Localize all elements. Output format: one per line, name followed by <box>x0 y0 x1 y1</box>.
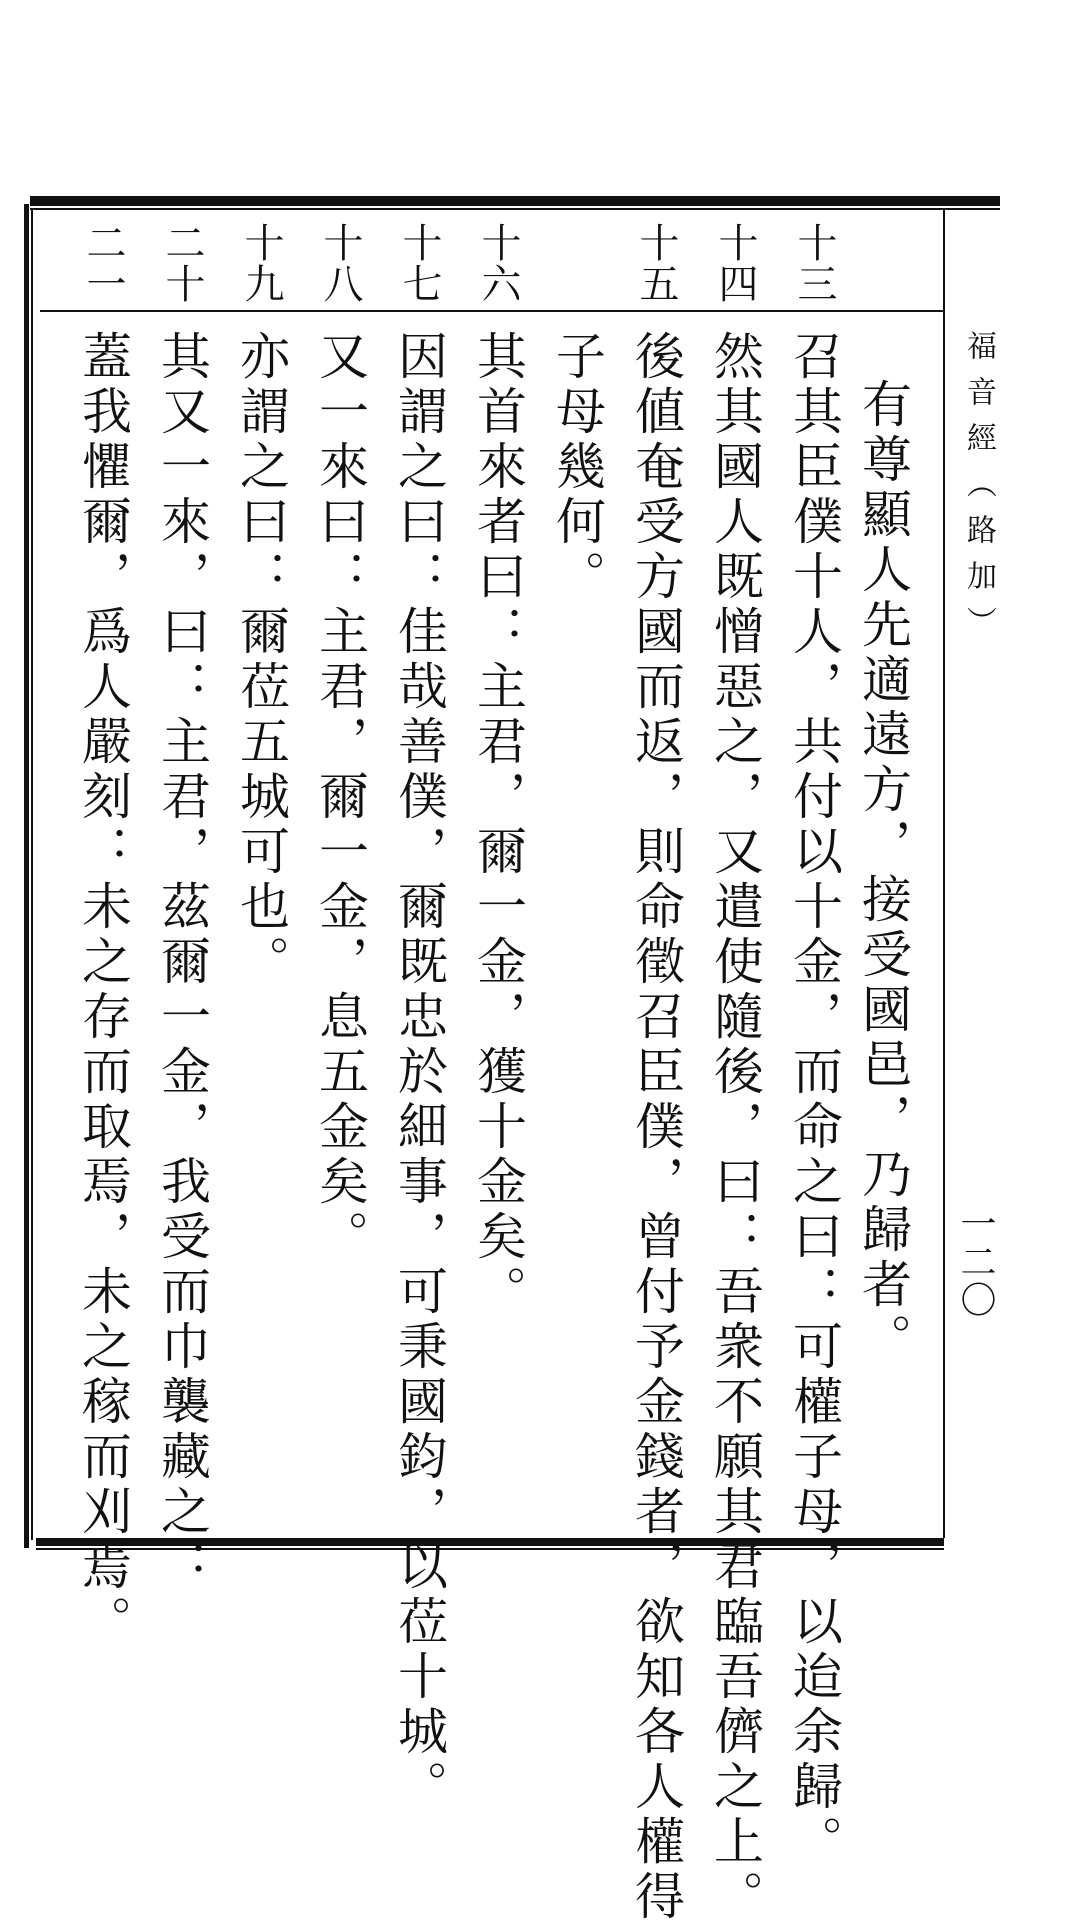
verse-number: 十九 <box>238 222 284 304</box>
verse-number: 二十 <box>159 222 205 304</box>
verse-line: 子母幾何。 <box>548 330 606 605</box>
verse-line: 其首來者曰：主君，爾一金，獲十金矣。 <box>469 330 527 1320</box>
page-number: 一二〇 <box>955 1205 996 1319</box>
verse-number: 十六 <box>475 222 521 304</box>
verse-line: 因謂之曰：佳哉善僕，爾既忠於細事，可秉國鈞，以莅十城。 <box>390 330 448 1815</box>
verse-number-separator-rule <box>40 310 943 312</box>
verse-number: 十八 <box>317 222 363 304</box>
verse-line: 後値奄受方國而返，則命徵召臣僕，曾付予金錢者，欲知各人權得 <box>627 330 685 1925</box>
frame-left-rule <box>24 204 29 1548</box>
verse-number: 十四 <box>712 222 758 304</box>
running-header-title: 福音經（路加） <box>961 330 996 652</box>
verse-line: 其又一來，曰：主君，茲爾一金，我受而巾襲藏之： <box>153 330 211 1595</box>
verse-line: 蓋我懼爾，爲人嚴刻：未之存而取焉，未之稼而刈焉。 <box>74 330 132 1650</box>
verse-line: 召其臣僕十人，共付以十金，而命之曰：可權子母，以迨余歸。 <box>785 330 843 1870</box>
frame-top-rule <box>30 196 1000 206</box>
verse-number: 十三 <box>791 222 837 304</box>
frame-left-thin-rule <box>31 210 33 1540</box>
verse-number: 十七 <box>396 222 442 304</box>
verse-number: 二一 <box>80 222 126 304</box>
verse-line: 又一來曰：主君，爾一金，息五金矣。 <box>311 330 369 1265</box>
frame-top-thin-rule <box>30 208 1000 210</box>
header-separator-rule <box>943 210 945 1538</box>
verse-line: 然其國人既憎惡之，又遣使隨後，曰：吾衆不願其君臨吾儕之上。 <box>706 330 764 1925</box>
continued-verse-line: 有尊顯人先適遠方，接受國邑，乃歸者。 <box>854 378 912 1368</box>
verse-line: 亦謂之曰：爾莅五城可也。 <box>232 330 290 990</box>
verse-number: 十五 <box>633 222 679 304</box>
